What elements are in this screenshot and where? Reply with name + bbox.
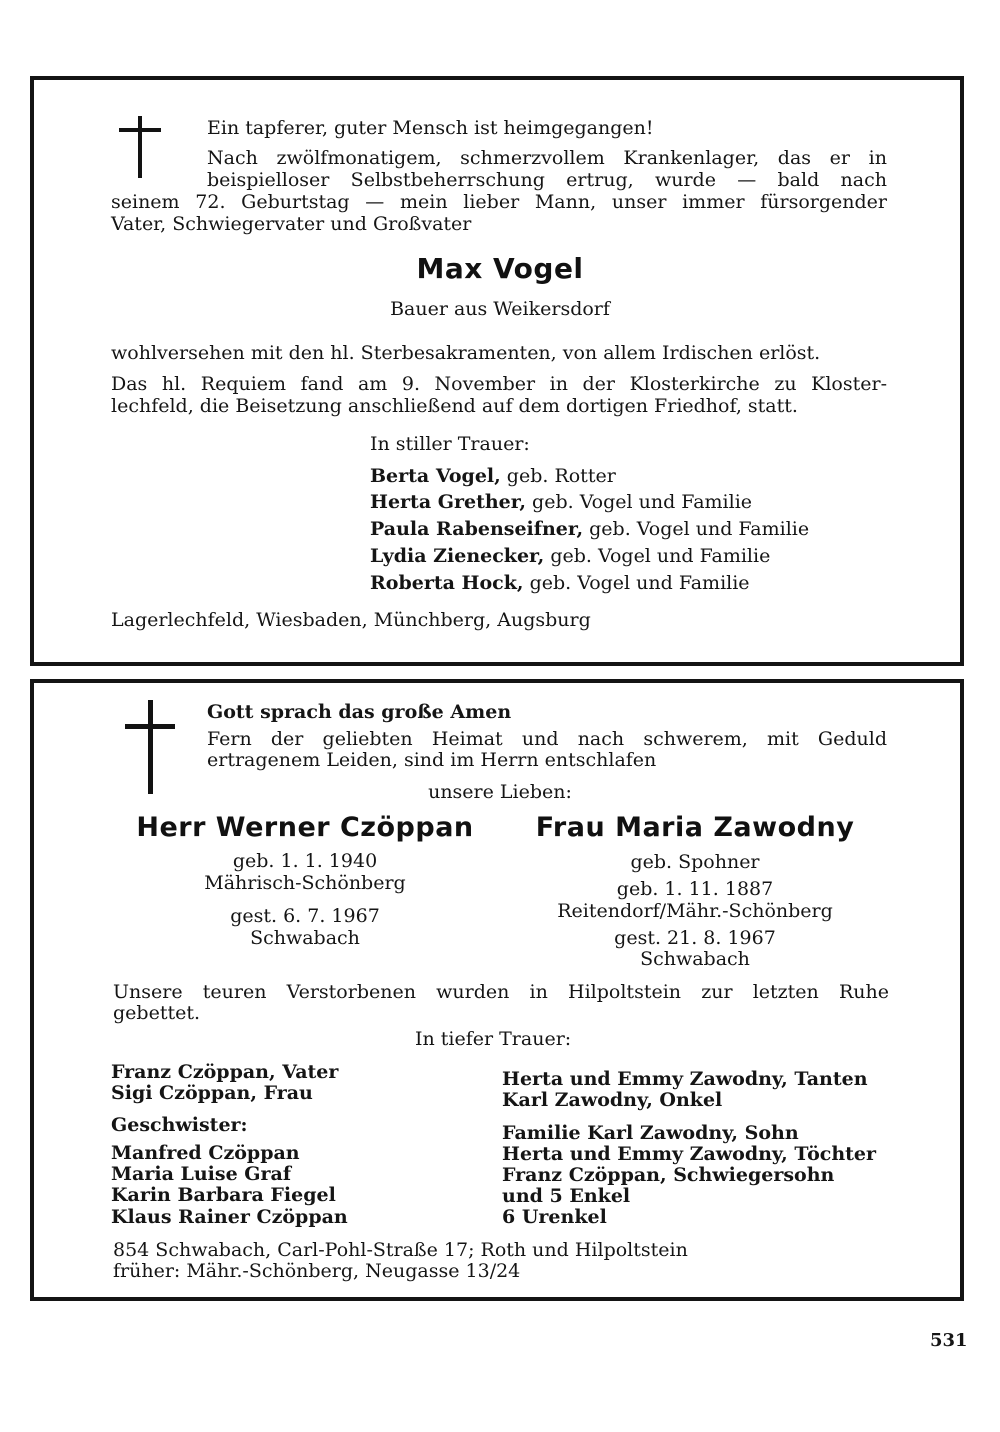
birth-date: geb. 1. 11. 1887 xyxy=(616,878,774,900)
mourner: Roberta Hock, geb. Vogel und Familie xyxy=(370,572,750,594)
mourner: und 5 Enkel xyxy=(502,1185,631,1207)
deceased-name: Herr Werner Czöppan xyxy=(136,812,474,843)
page-number: 531 xyxy=(930,1330,968,1351)
deceased-name: Frau Maria Zawodny xyxy=(535,812,855,843)
mourner: Berta Vogel, geb. Rotter xyxy=(370,465,616,487)
mourner: Maria Luise Graf xyxy=(111,1163,292,1185)
address-line: früher: Mähr.-Schönberg, Neugasse 13/24 xyxy=(113,1260,521,1282)
mourner: Herta Grether, geb. Vogel und Familie xyxy=(370,491,753,513)
opening-line: Ein tapferer, guter Mensch ist heimgegangen! xyxy=(207,117,654,139)
dear-ones-line: unsere Lieben: xyxy=(428,781,572,803)
address-line: 854 Schwabach, Carl-Pohl-Straße 17; Roth und Hilpoltstein xyxy=(113,1239,688,1261)
death-place: Schwabach xyxy=(640,948,750,970)
birth-place: Mährisch-Schönberg xyxy=(204,872,406,894)
siblings-heading: Geschwister: xyxy=(111,1114,248,1136)
deceased-name: Max Vogel xyxy=(416,252,584,285)
mourner: Franz Czöppan, Vater xyxy=(111,1061,339,1083)
intro-line: Vater, Schwiegervater und Großvater xyxy=(111,213,472,235)
death-date: gest. 6. 7. 1967 xyxy=(230,905,380,927)
intro-line: Fern der geliebten Heimat und nach schwerem, mit Geduld xyxy=(207,728,887,750)
death-date: gest. 21. 8. 1967 xyxy=(614,927,776,949)
mourner: Herta und Emmy Zawodny, Töchter xyxy=(502,1143,877,1165)
places-line: Lagerlechfeld, Wiesbaden, Münchberg, Augsburg xyxy=(111,609,591,631)
burial-text: gebettet. xyxy=(113,1002,201,1024)
opening-line: Gott sprach das große Amen xyxy=(207,701,512,723)
mourner: Manfred Czöppan xyxy=(111,1142,300,1164)
birth-place: Reitendorf/Mähr.-Schönberg xyxy=(557,900,833,922)
maiden-name: geb. Spohner xyxy=(630,851,760,873)
body-text: lechfeld, die Beisetzung anschließend auf dem dortigen Friedhof, statt. xyxy=(111,395,798,417)
body-text: wohlversehen mit den hl. Sterbesakramenten, von allem Irdischen erlöst. xyxy=(111,342,821,364)
mourner: Sigi Czöppan, Frau xyxy=(111,1082,313,1104)
death-place: Schwabach xyxy=(250,927,360,949)
intro-line: Nach zwölfmonatigem, schmerzvollem Krankenlager, das er in xyxy=(207,147,887,169)
deceased-occupation: Bauer aus Weikersdorf xyxy=(390,298,610,320)
birth-date: geb. 1. 1. 1940 xyxy=(232,850,378,872)
mourner: Lydia Zienecker, geb. Vogel und Familie xyxy=(370,545,771,567)
mourner: Herta und Emmy Zawodny, Tanten xyxy=(502,1068,868,1090)
body-text: Das hl. Requiem fand am 9. November in der Klosterkirche zu Kloster- xyxy=(111,373,887,395)
mourner: Paula Rabenseifner, geb. Vogel und Familie xyxy=(370,518,810,540)
mourning-heading: In tiefer Trauer: xyxy=(415,1028,572,1050)
mourner: Klaus Rainer Czöppan xyxy=(111,1206,348,1228)
burial-text: Unsere teuren Verstorbenen wurden in Hilpoltstein zur letzten Ruhe xyxy=(113,981,889,1003)
mourner: Familie Karl Zawodny, Sohn xyxy=(502,1122,799,1144)
mourner: Franz Czöppan, Schwiegersohn xyxy=(502,1164,835,1186)
intro-line: beispielloser Selbstbeherrschung ertrug, wurde — bald nach xyxy=(207,169,887,191)
intro-line: seinem 72. Geburtstag — mein lieber Mann, unser immer fürsorgender xyxy=(111,191,887,213)
mourner: Karin Barbara Fiegel xyxy=(111,1184,336,1206)
mourner: Karl Zawodny, Onkel xyxy=(502,1089,723,1111)
intro-line: ertragenem Leiden, sind im Herrn entschlafen xyxy=(207,749,657,771)
mourner: 6 Urenkel xyxy=(502,1206,607,1228)
mourning-heading: In stiller Trauer: xyxy=(370,433,530,455)
